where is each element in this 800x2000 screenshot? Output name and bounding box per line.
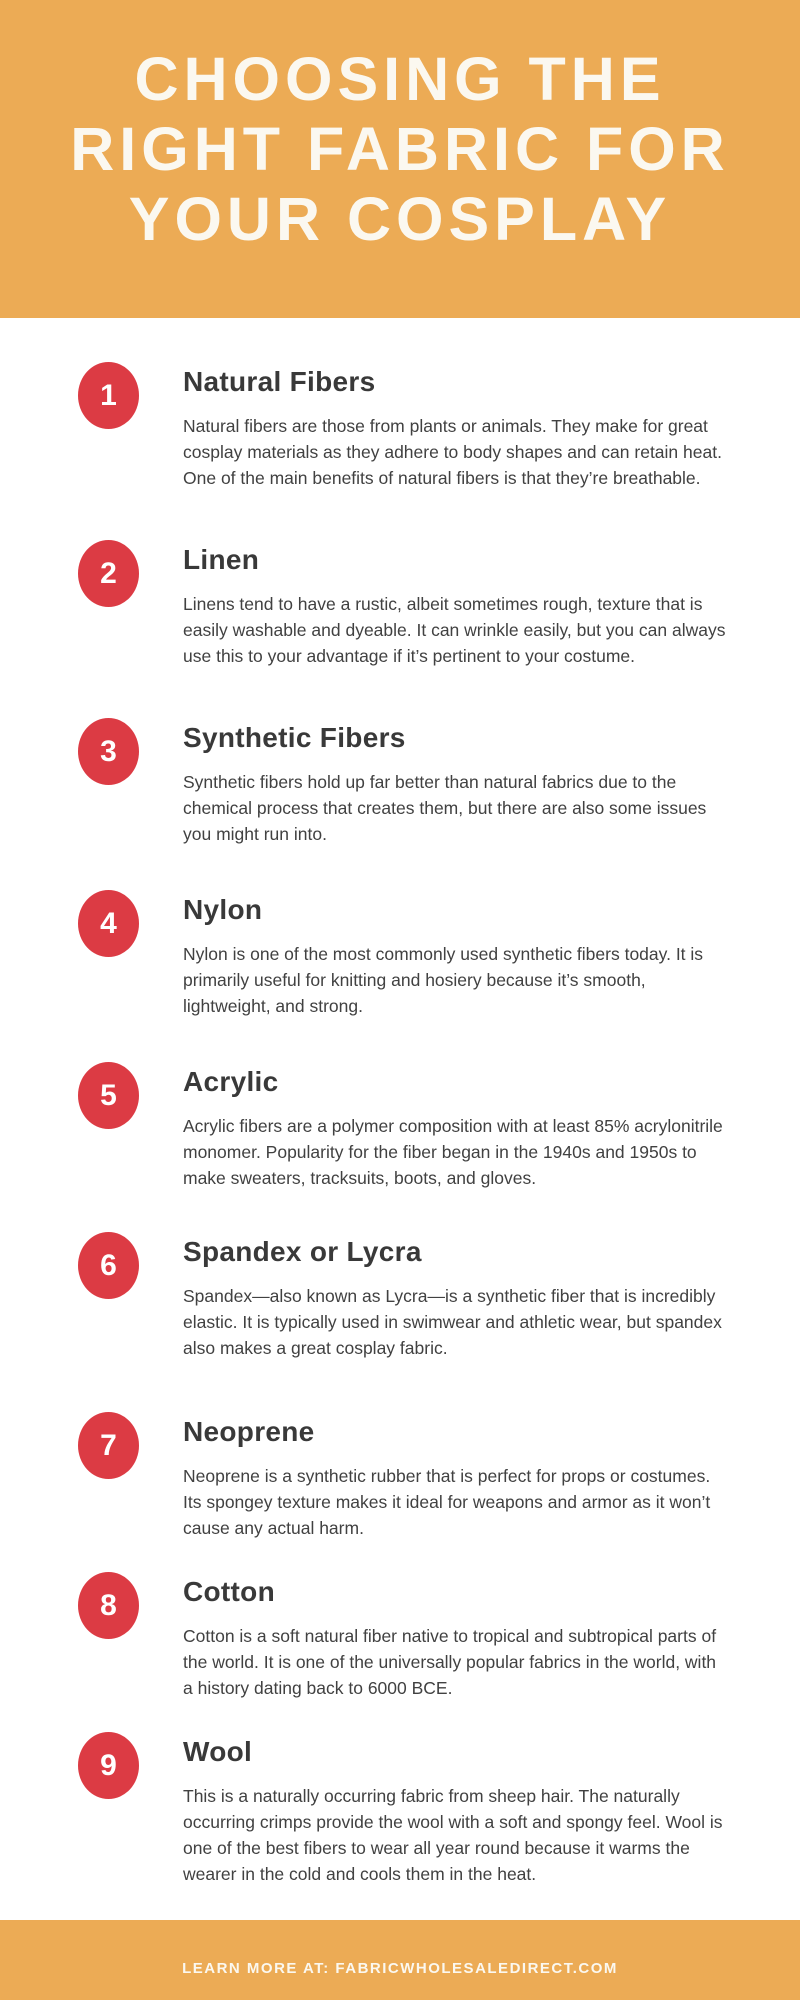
- section-description: Synthetic fibers hold up far better than natural fabrics due to the chemical process that creates them, but there are also some issues you might run into.: [183, 772, 707, 844]
- section-cotton: [78, 1572, 738, 1732]
- badge-number: 7: [100, 1428, 117, 1462]
- section-description: Nylon is one of the most commonly used synthetic fibers today. It is primarily useful for knitting and hosiery because it’s smooth, lightweight, and strong.: [183, 944, 704, 1016]
- section-title: Acrylic: [183, 1066, 279, 1097]
- section-nylon: [78, 890, 738, 1062]
- section-text: [183, 1732, 738, 1887]
- section-text: [183, 1572, 738, 1701]
- section-title: Synthetic Fibers: [183, 722, 406, 753]
- number-badge-2: [78, 540, 139, 607]
- section-neoprene: [78, 1412, 738, 1572]
- footer-learn-more-text: LEARN MORE AT: FABRICWHOLESALEDIRECT.COM: [182, 1959, 618, 1977]
- section-acrylic: [78, 1062, 738, 1232]
- badge-number: 3: [100, 734, 117, 768]
- section-text: [183, 540, 738, 669]
- number-badge-9: [78, 1732, 139, 1799]
- section-wool: [78, 1732, 738, 1920]
- section-title: Spandex or Lycra: [183, 1236, 422, 1267]
- section-description: Acrylic fibers are a polymer composition with at least 85% acrylonitrile monomer. Popularity for the fiber began in the 1940s and 1950s to make sweaters, tracksuits, boots, and gloves.: [183, 1116, 723, 1188]
- section-title: Neoprene: [183, 1416, 315, 1447]
- number-badge-4: [78, 890, 139, 957]
- number-badge-3: [78, 718, 139, 785]
- section-description: Cotton is a soft natural fiber native to tropical and subtropical parts of the world. It is one of the universally popular fabrics in the world, with a history dating back to 6000 BCE.: [183, 1626, 717, 1698]
- section-description: This is a naturally occurring fabric from sheep hair. The naturally occurring crimps provide the wool with a soft and spongy feel. Wool is one of the best fibers to wear all year round because it warms the wearer in the cold and cools them in the heat.: [183, 1786, 723, 1884]
- badge-number: 5: [100, 1078, 117, 1112]
- page-title-line-3: YOUR COSPLAY: [128, 185, 672, 253]
- page-title-line-1: CHOOSING THE: [134, 45, 666, 113]
- section-text: [183, 1412, 738, 1541]
- number-badge-8: [78, 1572, 139, 1639]
- number-badge-5: [78, 1062, 139, 1129]
- section-text: [183, 1062, 738, 1191]
- section-title: Wool: [183, 1736, 253, 1767]
- sections-list: [0, 318, 800, 1920]
- number-badge-6: [78, 1232, 139, 1299]
- badge-number: 2: [100, 556, 117, 590]
- footer-banner: [0, 1920, 800, 2000]
- section-description: Natural fibers are those from plants or animals. They make for great cosplay materials as they adhere to body shapes and can retain heat. One of the main benefits of natural fibers is that they’re breathable.: [183, 416, 722, 488]
- section-linen: [78, 540, 738, 718]
- section-description: Spandex—also known as Lycra—is a synthetic fiber that is incredibly elastic. It is typically used in swimwear and athletic wear, but spandex also makes a great cosplay fabric.: [183, 1286, 722, 1358]
- section-spandex-or-lycra: [78, 1232, 738, 1412]
- section-text: [183, 362, 738, 491]
- section-text: [183, 890, 738, 1019]
- section-title: Linen: [183, 544, 260, 575]
- section-description: Neoprene is a synthetic rubber that is perfect for props or costumes. Its spongey texture makes it ideal for weapons and armor as it won’t cause any actual harm.: [183, 1466, 711, 1538]
- section-text: [183, 718, 738, 847]
- section-title: Natural Fibers: [183, 366, 376, 397]
- number-badge-1: [78, 362, 139, 429]
- page-title-line-2: RIGHT FABRIC FOR: [70, 115, 730, 183]
- badge-number: 6: [100, 1248, 117, 1282]
- badge-number: 9: [100, 1748, 117, 1782]
- badge-number: 8: [100, 1588, 117, 1622]
- badge-number: 1: [100, 378, 117, 412]
- section-natural-fibers: [78, 362, 738, 540]
- section-synthetic-fibers: [78, 718, 738, 890]
- section-title: Nylon: [183, 894, 263, 925]
- badge-number: 4: [100, 906, 117, 940]
- page-title: [0, 44, 800, 254]
- section-description: Linens tend to have a rustic, albeit sometimes rough, texture that is easily washable and dyeable. It can wrinkle easily, but you can always use this to your advantage if it’s pertinent to your costume.: [183, 594, 726, 666]
- section-title: Cotton: [183, 1576, 275, 1607]
- section-text: [183, 1232, 738, 1361]
- header-banner: [0, 0, 800, 318]
- number-badge-7: [78, 1412, 139, 1479]
